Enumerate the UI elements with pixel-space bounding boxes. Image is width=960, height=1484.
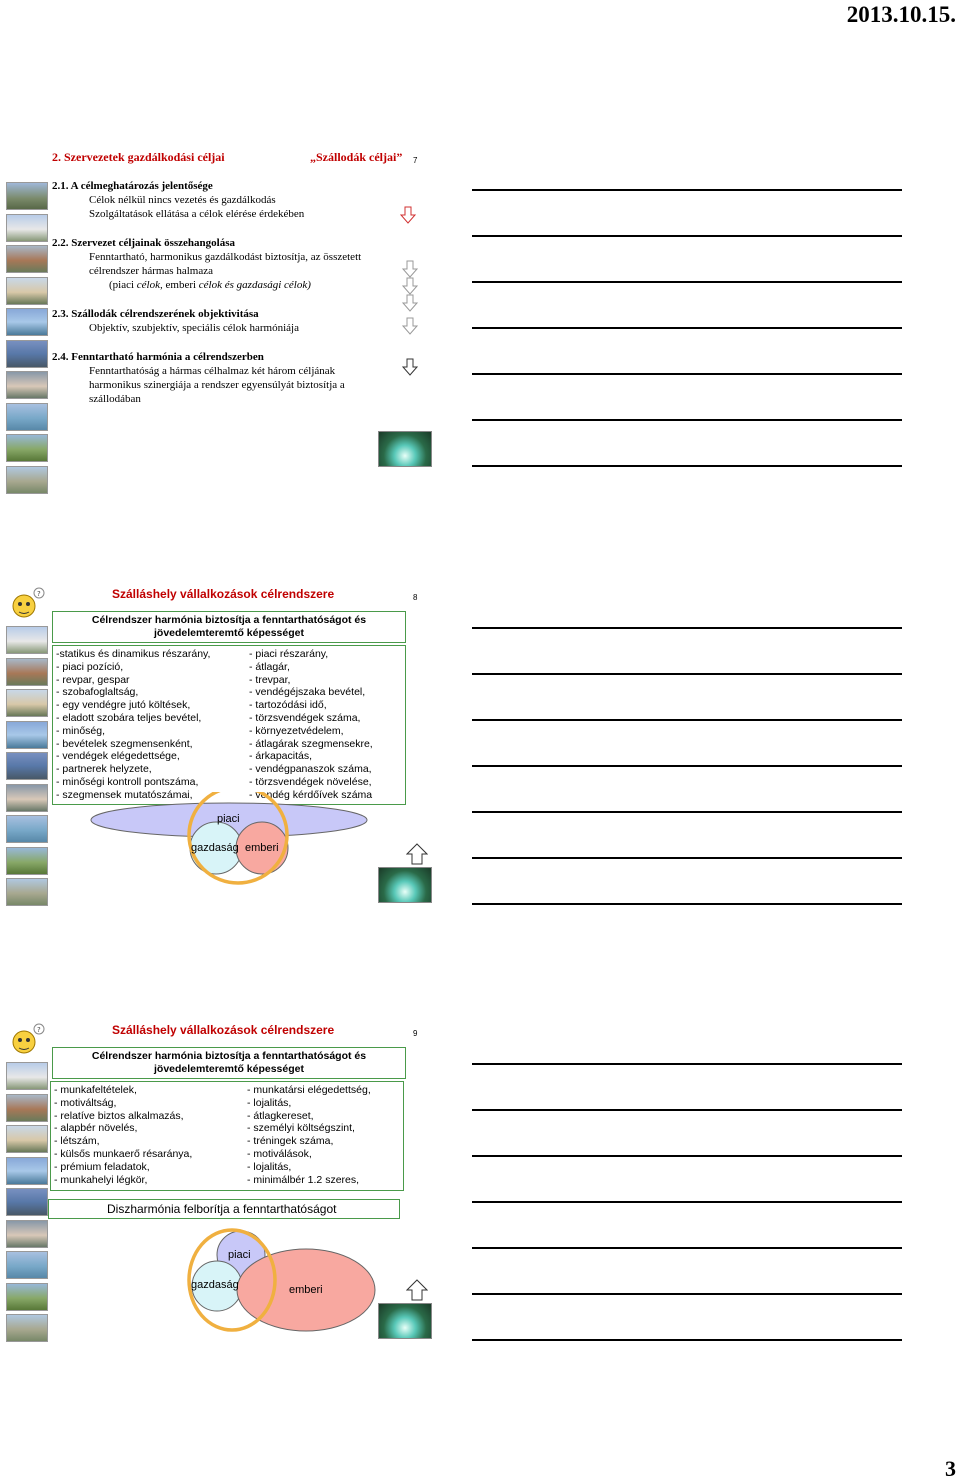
list-item: - személyi költségszint, — [247, 1122, 355, 1135]
hotel-photo-thumbnail — [6, 847, 48, 875]
indicator-box — [52, 645, 406, 805]
down-arrow-icon — [402, 294, 418, 312]
list-item: - munkafeltételek, — [54, 1084, 137, 1096]
list-item: - eladott szobára teljes bevétel, — [56, 711, 202, 724]
list-item: - szobafoglaltság, — [56, 686, 139, 699]
section-heading: 2.1. A célmeghatározás jelentősége — [52, 180, 213, 192]
list-item: - törzsvendégek száma, — [249, 711, 361, 724]
notes-line — [472, 373, 902, 375]
left-indicator-list — [54, 1084, 192, 1186]
notes-line — [472, 1293, 902, 1295]
subtitle-line: Célrendszer harmónia biztosítja a fenntarthatóságot és — [91, 614, 367, 626]
slide-number: 9 — [413, 1029, 418, 1038]
list-item: - törzsvendégek növelése, — [249, 775, 372, 788]
spa-pool-photo — [378, 1303, 432, 1339]
list-item: - létszám, — [54, 1135, 100, 1148]
hotel-photo-thumbnail — [6, 434, 48, 462]
list-item: - vendégéjszaka bevétel, — [249, 686, 366, 699]
left-indicator-list — [56, 648, 210, 802]
notes-line — [472, 1155, 902, 1157]
list-item: - környezetvédelem, — [249, 724, 344, 737]
hotel-photo-thumbnail — [6, 182, 48, 210]
goal-emberi: emberi — [165, 279, 197, 291]
hotel-photo-thumbnail — [6, 1125, 48, 1153]
hotel-photo-thumbnail — [6, 1283, 48, 1311]
list-item: - prémium feladatok, — [54, 1160, 150, 1173]
list-item: - egy vendégre jutó költések, — [56, 699, 191, 712]
hotel-photo-thumbnail — [6, 308, 48, 336]
notes-line — [472, 627, 902, 629]
goal-piaci: (piaci — [109, 279, 135, 291]
disharmony-box — [48, 1199, 400, 1219]
list-item: - árkapacitás, — [249, 750, 313, 763]
svg-text:?: ? — [37, 1026, 41, 1034]
list-item: - vendégpanaszok száma, — [249, 763, 372, 776]
section-heading: 2.4. Fenntartható harmónia a célrendszerben — [52, 351, 264, 363]
slide-thumbnail-strip — [6, 182, 48, 497]
section-text: Szolgáltatások ellátása a célok elérése érdekében — [89, 208, 305, 220]
hotel-photo-thumbnail — [6, 658, 48, 686]
notes-line — [472, 281, 902, 283]
list-item: - bevételek szegmensenként, — [56, 737, 193, 750]
slide-title-quote: „Szállodák céljai” — [310, 150, 403, 164]
list-item: - lojalitás, — [247, 1160, 292, 1173]
venn-label-gazdasag: gazdaság — [191, 1279, 239, 1291]
hotel-photo-thumbnail — [6, 815, 48, 843]
thinking-figure-icon — [6, 586, 46, 622]
notes-line — [472, 235, 902, 237]
notes-line — [472, 465, 902, 467]
venn-label-piaci: piaci — [228, 1249, 251, 1261]
subtitle-box — [52, 611, 406, 643]
hotel-photo-thumbnail — [6, 784, 48, 812]
down-arrow-icon — [400, 206, 416, 224]
section-text: célrendszer hármas halmaza — [89, 265, 213, 277]
hotel-photo-thumbnail — [6, 277, 48, 305]
list-item: - piaci részarány, — [249, 648, 329, 660]
section-text: szállodában — [89, 393, 141, 405]
list-item: - átlagárak szegmensekre, — [249, 737, 373, 750]
section-text: harmonikus szinergiája a rendszer egyensúlyát biztosítja a — [89, 379, 345, 391]
hotel-photo-thumbnail — [6, 878, 48, 906]
down-arrow-icon — [402, 277, 418, 295]
venn-label-gazdasag: gazdaság — [191, 842, 239, 854]
slide-thumbnail-strip — [6, 626, 48, 910]
down-arrow-icon — [402, 358, 418, 376]
hotel-photo-thumbnail — [6, 1314, 48, 1342]
list-item: - alapbér növelés, — [54, 1122, 138, 1135]
section-text: Fenntartható, harmonikus gazdálkodást biztosítja, az összetett — [89, 251, 362, 263]
list-item: - relatíve biztos alkalmazás, — [54, 1109, 184, 1122]
hotel-photo-thumbnail — [6, 340, 48, 368]
slide-9 — [0, 1016, 960, 1346]
document-date: 2013.10.15. — [846, 2, 956, 27]
goal-label: célok, — [136, 279, 163, 291]
list-item: - motiválások, — [247, 1147, 312, 1160]
spa-pool-photo — [378, 867, 432, 903]
list-item: - tartozódási idő, — [249, 699, 327, 712]
list-item: - revpar, gespar — [56, 673, 130, 686]
hotel-photo-thumbnail — [6, 1094, 48, 1122]
list-item: - átlagkereset, — [247, 1109, 314, 1122]
slide-thumbnail-strip — [6, 1062, 48, 1346]
list-item: - átlagár, — [249, 660, 290, 673]
subtitle-box — [52, 1047, 406, 1079]
notes-line — [472, 811, 902, 813]
list-item: - partnerek helyzete, — [56, 763, 152, 776]
goal-label: célok és gazdasági célok) — [198, 279, 311, 291]
up-arrow-icon — [406, 843, 428, 865]
list-item: - vendégek elégedettsége, — [56, 750, 180, 763]
list-item: - minőségi kontroll pontszáma, — [56, 775, 199, 788]
section-heading: 2.3. Szállodák célrendszerének objektivitása — [52, 308, 259, 320]
slide-number: 8 — [413, 593, 418, 602]
disharmony-text: Diszharmónia felborítja a fenntarthatóságot — [107, 1202, 337, 1216]
hotel-photo-thumbnail — [6, 689, 48, 717]
indicator-box — [50, 1081, 404, 1191]
hotel-photo-thumbnail — [6, 466, 48, 494]
section-heading: 2.2. Szervezet céljainak összehangolása — [52, 237, 235, 249]
notes-line — [472, 1247, 902, 1249]
list-item: - munkatársi elégedettség, — [247, 1084, 371, 1096]
notes-line — [472, 673, 902, 675]
list-item: - szegmensek mutatószámai, — [56, 788, 193, 801]
notes-line — [472, 1109, 902, 1111]
list-item: - piaci pozíció, — [56, 660, 124, 673]
subtitle-line: Célrendszer harmónia biztosítja a fenntarthatóságot és — [91, 1050, 367, 1062]
slide-title: Szálláshely vállalkozások célrendszere — [112, 587, 335, 601]
page-number: 3 — [945, 1456, 956, 1481]
list-item: - minimálbér 1.2 szeres, — [247, 1173, 360, 1186]
list-item: - vendég kérdőívek száma — [249, 788, 373, 801]
list-item: - tréningek száma, — [247, 1135, 334, 1148]
hotel-photo-thumbnail — [6, 214, 48, 242]
notes-line — [472, 419, 902, 421]
list-item: - minőség, — [56, 724, 106, 737]
spa-pool-photo — [378, 431, 432, 467]
hotel-photo-thumbnail — [6, 371, 48, 399]
list-item: - trevpar, — [249, 673, 291, 686]
down-arrow-icon — [402, 260, 418, 278]
hotel-photo-thumbnail — [6, 1062, 48, 1090]
venn-label-emberi: emberi — [289, 1284, 323, 1296]
hotel-photo-thumbnail — [6, 626, 48, 654]
list-item: - lojalitás, — [247, 1096, 292, 1109]
hotel-photo-thumbnail — [6, 721, 48, 749]
venn-label-emberi: emberi — [245, 842, 279, 854]
subtitle-line: jövedelemteremtő képességet — [154, 1063, 304, 1075]
section-text: Fenntarthatóság a hármas célhalmaz két három céljának — [89, 365, 336, 377]
hotel-photo-thumbnail — [6, 1157, 48, 1185]
right-indicator-list — [249, 648, 373, 802]
slide-8 — [0, 580, 960, 910]
section-text: Objektív, szubjektív, speciális célok harmóniája — [89, 322, 299, 334]
down-arrow-icon — [402, 317, 418, 335]
hotel-photo-thumbnail — [6, 403, 48, 431]
up-arrow-icon — [406, 1279, 428, 1301]
section-text-goals — [109, 278, 311, 292]
list-item: - külsős munkaerő résaránya, — [54, 1147, 193, 1160]
hotel-photo-thumbnail — [6, 1251, 48, 1279]
hotel-photo-thumbnail — [6, 245, 48, 273]
slide-number: 7 — [413, 156, 418, 165]
notes-line — [472, 765, 902, 767]
notes-line — [472, 719, 902, 721]
notes-line — [472, 1339, 902, 1341]
hotel-photo-thumbnail — [6, 1188, 48, 1216]
list-item: -statikus és dinamikus részarány, — [56, 648, 211, 660]
hotel-photo-thumbnail — [6, 1220, 48, 1248]
notes-line — [472, 903, 902, 905]
list-item: - motiváltság, — [54, 1096, 117, 1109]
notes-line — [472, 857, 902, 859]
slide-title: Szálláshely vállalkozások célrendszere — [112, 1023, 335, 1037]
hotel-photo-thumbnail — [6, 752, 48, 780]
section-text: Célok nélkül nincs vezetés és gazdálkodás — [89, 194, 276, 206]
svg-text:?: ? — [37, 590, 41, 598]
notes-line — [472, 1063, 902, 1065]
notes-line — [472, 1201, 902, 1203]
slide-title: 2. Szervezetek gazdálkodási céljai — [52, 150, 225, 164]
notes-line — [472, 189, 902, 191]
thinking-figure-icon — [6, 1022, 46, 1058]
subtitle-line: jövedelemteremtő képességet — [154, 627, 304, 639]
right-indicator-list — [247, 1084, 371, 1186]
venn-label-piaci: piaci — [217, 813, 240, 825]
list-item: - munkahelyi légkör, — [54, 1173, 148, 1186]
notes-line — [472, 327, 902, 329]
